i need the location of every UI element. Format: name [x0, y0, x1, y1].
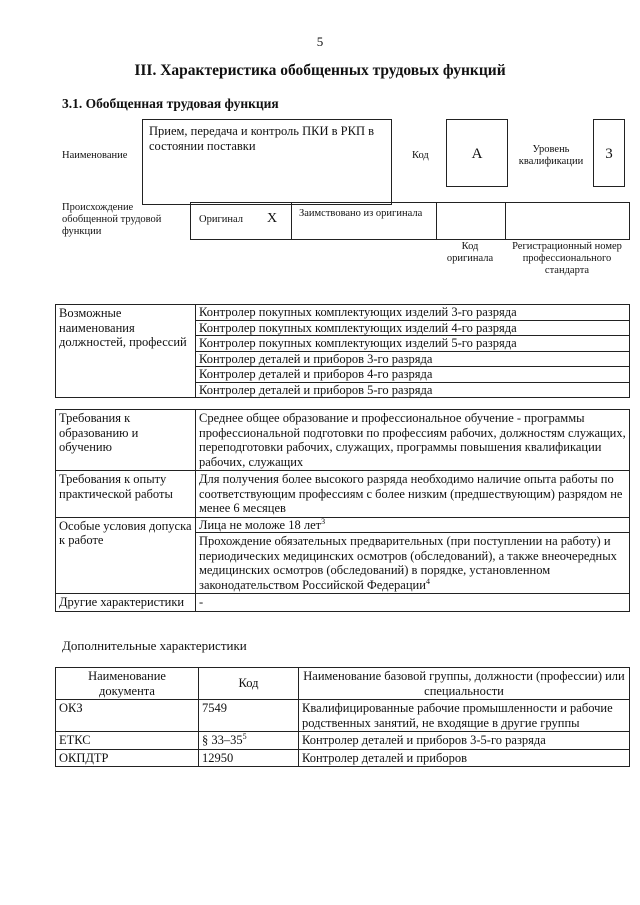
code-label: Код: [412, 150, 429, 161]
row-code: 7549: [199, 700, 299, 732]
experience-value: Для получения более высокого разряда необходимо наличие опыта работы по соответствующим профессиям с более низким (предшествующим) разрядом не менее 6 месяцев: [196, 471, 630, 518]
position-item: Контролер деталей и приборов 3-го разряда: [196, 351, 630, 367]
page-number: 5: [316, 34, 324, 49]
table-row: [56, 749, 630, 767]
column-header-name: Наименование базовой группы, должности (профессии) или специальности: [299, 668, 630, 700]
position-item: Контролер деталей и приборов 5-го разряда: [196, 382, 630, 398]
position-item: Контролер покупных комплектующих изделий 5-го разряда: [196, 336, 630, 352]
subsection-title: 3.1. Обобщенная трудовая функция: [62, 96, 279, 111]
row-doc: ОКЗ: [56, 700, 199, 732]
additional-title: Дополнительные характеристики: [62, 638, 247, 653]
positions-table: [55, 304, 630, 398]
original-mark: X: [267, 211, 278, 226]
level-value: 3: [605, 146, 613, 162]
positions-label: Возможные наименования должностей, профессий: [56, 305, 196, 398]
row-name: Контролер деталей и приборов 3-5-го разряда: [299, 732, 630, 750]
experience-label: Требования к опыту практической работы: [56, 471, 196, 518]
row-name: Квалифицированные рабочие промышленности и рабочие родственных занятий, не входящие в другие группы: [299, 700, 630, 732]
code-original-caption: Код оригинала: [446, 241, 494, 264]
education-label: Требования к образованию и обучению: [56, 410, 196, 471]
special-label: Особые условия допуска к работе: [56, 517, 196, 594]
function-name-box: [142, 119, 392, 205]
level-value-box: [593, 119, 625, 187]
divider: [505, 203, 506, 239]
table-row: [56, 700, 630, 732]
row-doc: ОКПДТР: [56, 749, 199, 767]
row-code: 12950: [199, 749, 299, 767]
row-code: § $33-35^5$: [199, 732, 299, 750]
education-value: Среднее общее образование и профессиональное обучение - программы профессиональной подготовки по профессиям рабочих, должностям служащих, переподготовки рабочих, служащих, программы повышения квалификации рабочих, служащих: [196, 410, 630, 471]
position-item: Контролер покупных комплектующих изделий 3-го разряда: [196, 305, 630, 321]
borrowed-label: Заимствовано из оригинала: [299, 208, 423, 219]
special-line-1: Лица не моложе 18 лет$^3$: [196, 517, 630, 533]
row-name: Контролер деталей и приборов: [299, 749, 630, 767]
name-label: Наименование: [62, 150, 128, 161]
code-value: А: [471, 146, 483, 162]
column-header-doc: Наименование документа: [56, 668, 199, 700]
function-name-value: Прием, передача и контроль ПКИ в РКП в состоянии поставки: [149, 124, 375, 153]
code-value-box: [446, 119, 508, 187]
level-label: Уровень квалификации: [518, 144, 584, 167]
additional-table: [55, 667, 630, 767]
original-label: Оригинал: [199, 214, 243, 225]
divider: [436, 203, 437, 239]
origin-table: [190, 202, 630, 240]
table-row: [56, 732, 630, 750]
special-line-2: Прохождение обязательных предварительных (при поступлении на работу) и периодических медицинских осмотров (обследований), а также внеочередных медицинских осмотров (обследований) в порядке, установленном законодательством Российской Федерации$^4$: [196, 533, 630, 594]
divider: [291, 203, 292, 239]
column-header-code: Код: [199, 668, 299, 700]
position-item: Контролер деталей и приборов 4-го разряда: [196, 367, 630, 383]
other-label: Другие характеристики: [56, 594, 196, 612]
requirements-table: [55, 409, 630, 612]
origin-label: Происхождение обобщенной трудовой функции: [62, 202, 162, 237]
section-title: III. Характеристика обобщенных трудовых функций: [134, 62, 506, 79]
reg-number-caption: Регистрационный номер профессионального стандарта: [512, 241, 622, 276]
other-value: -: [196, 594, 630, 612]
position-item: Контролер покупных комплектующих изделий 4-го разряда: [196, 320, 630, 336]
row-doc: ЕТКС: [56, 732, 199, 750]
